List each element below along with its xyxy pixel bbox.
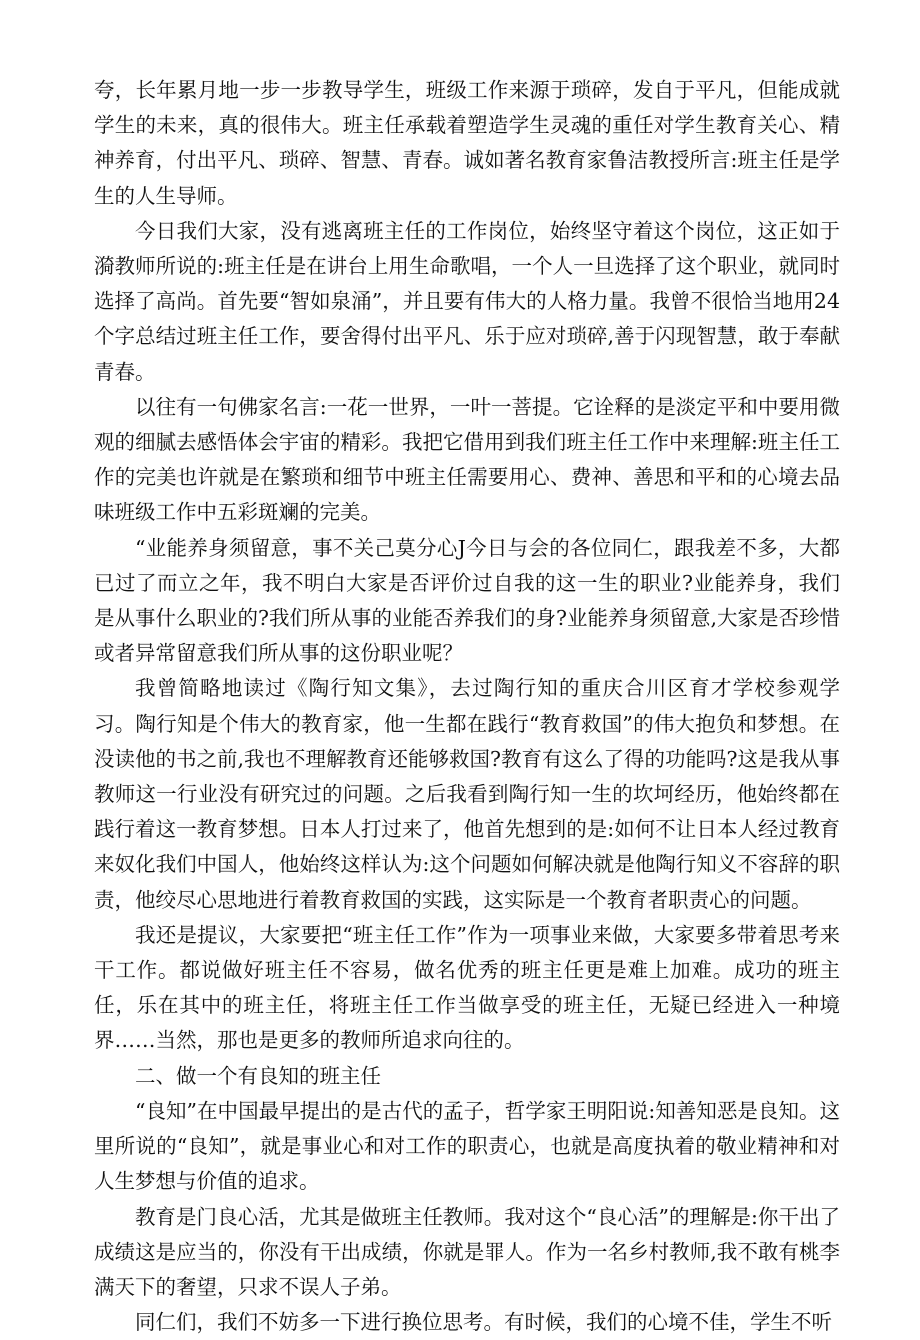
paragraph-career-reflection: “业能养身须留意，事不关己莫分心J今日与会的各位同仁，跟我差不多，大都已过了而立之年，我不明白大家是否评价过自我的这一生的职业?业能养身，我们是从事什么职业的?我们所从事的业能否养我们的身?业能养身须留意,大家是否珍惜或者异常留意我们所从事的这份职业呢？	[94, 535, 840, 666]
paragraph-liangzhi: “良知”在中国最早提出的是古代的孟子，哲学家王明阳说:知善知恶是良知。这里所说的“良知”，就是事业心和对工作的职责心，也就是高度执着的敬业精神和对人生梦想与价值的追求。	[94, 1098, 840, 1194]
section-heading-conscience: 二、做一个有良知的班主任	[135, 1063, 381, 1088]
paragraph-tao-xingzhi: 我曾简略地读过《陶行知文集》，去过陶行知的重庆合川区育才学校参观学习。陶行知是个伟大的教育家，他一生都在践行“教育救国”的伟大抱负和梦想。在没读他的书之前,我也不理解教育还能够救国?教育有这么了得的功能吗?这是我从事教师这一行业没有研究过的问题。之后我看到陶行知一生的坎坷经历，他始终都在践行着这一教育梦想。日本人打过来了，他首先想到的是:如何不让日本人经过教育来奴化我们中国人，他始终这样认为:这个问题如何解决就是他陶行知义不容辞的职责，他绞尽心思地进行着教育救国的实践，这实际是一个教育者职责心的问题。	[94, 676, 840, 912]
paragraph-buddhist-saying: 以往有一句佛家名言:一花一世界，一叶一菩提。它诠释的是淡定平和中要用微观的细腻去感悟体会宇宙的精彩。我把它借用到我们班主任工作中来理解:班主任工作的完美也许就是在繁琐和细节中班主任需要用心、费神、善思和平和的心境去品味班级工作中五彩斑斓的完美。	[94, 394, 840, 525]
paragraph-empathy: 同仁们，我们不妨多一下进行换位思考。有时候，我们的心境不佳，学生不听	[135, 1310, 832, 1335]
paragraph-conscience-work: 教育是门良心活，尤其是做班主任教师。我对这个“良心活”的理解是:你干出了成绩这是应当的，你没有干出成绩，你就是罪人。作为一名乡村教师,我不敢有桃李满天下的奢望，只求不误人子弟。	[94, 1204, 840, 1299]
paragraph-class-teacher-career: 我还是提议，大家要把“班主任工作”作为一项事业来做，大家要多带着思考来干工作。都说做好班主任不容易，做名优秀的班主任更是难上加难。成功的班主任，乐在其中的班主任，将班主任工作当做享受的班主任，无疑已经进入一种境界……当然，那也是更多的教师所追求向往的。	[94, 922, 840, 1053]
paragraph-stick-to-post: 今日我们大家，没有逃离班主任的工作岗位，始终坚守着这个岗位，这正如于漪教师所说的:班主任是在讲台上用生命歌唱，一个人一旦选择了这个职业，就同时选择了高尚。首先要“智如泉涌”，并且要有伟大的人格力量。我曾不很恰当地用24个字总结过班主任工作，要舍得付出平凡、乐于应对琐碎,善于闪现智慧，敢于奉献青春。	[94, 218, 840, 384]
paragraph-continuation: 夸，长年累月地一步一步教导学生，班级工作来源于琐碎，发自于平凡，但能成就学生的未来，真的很伟大。班主任承载着塑造学生灵魂的重任对学生教育关心、精神养育，付出平凡、琐碎、智慧、青春。诚如著名教育家鲁洁教授所言:班主任是学生的人生导师。	[94, 78, 840, 208]
